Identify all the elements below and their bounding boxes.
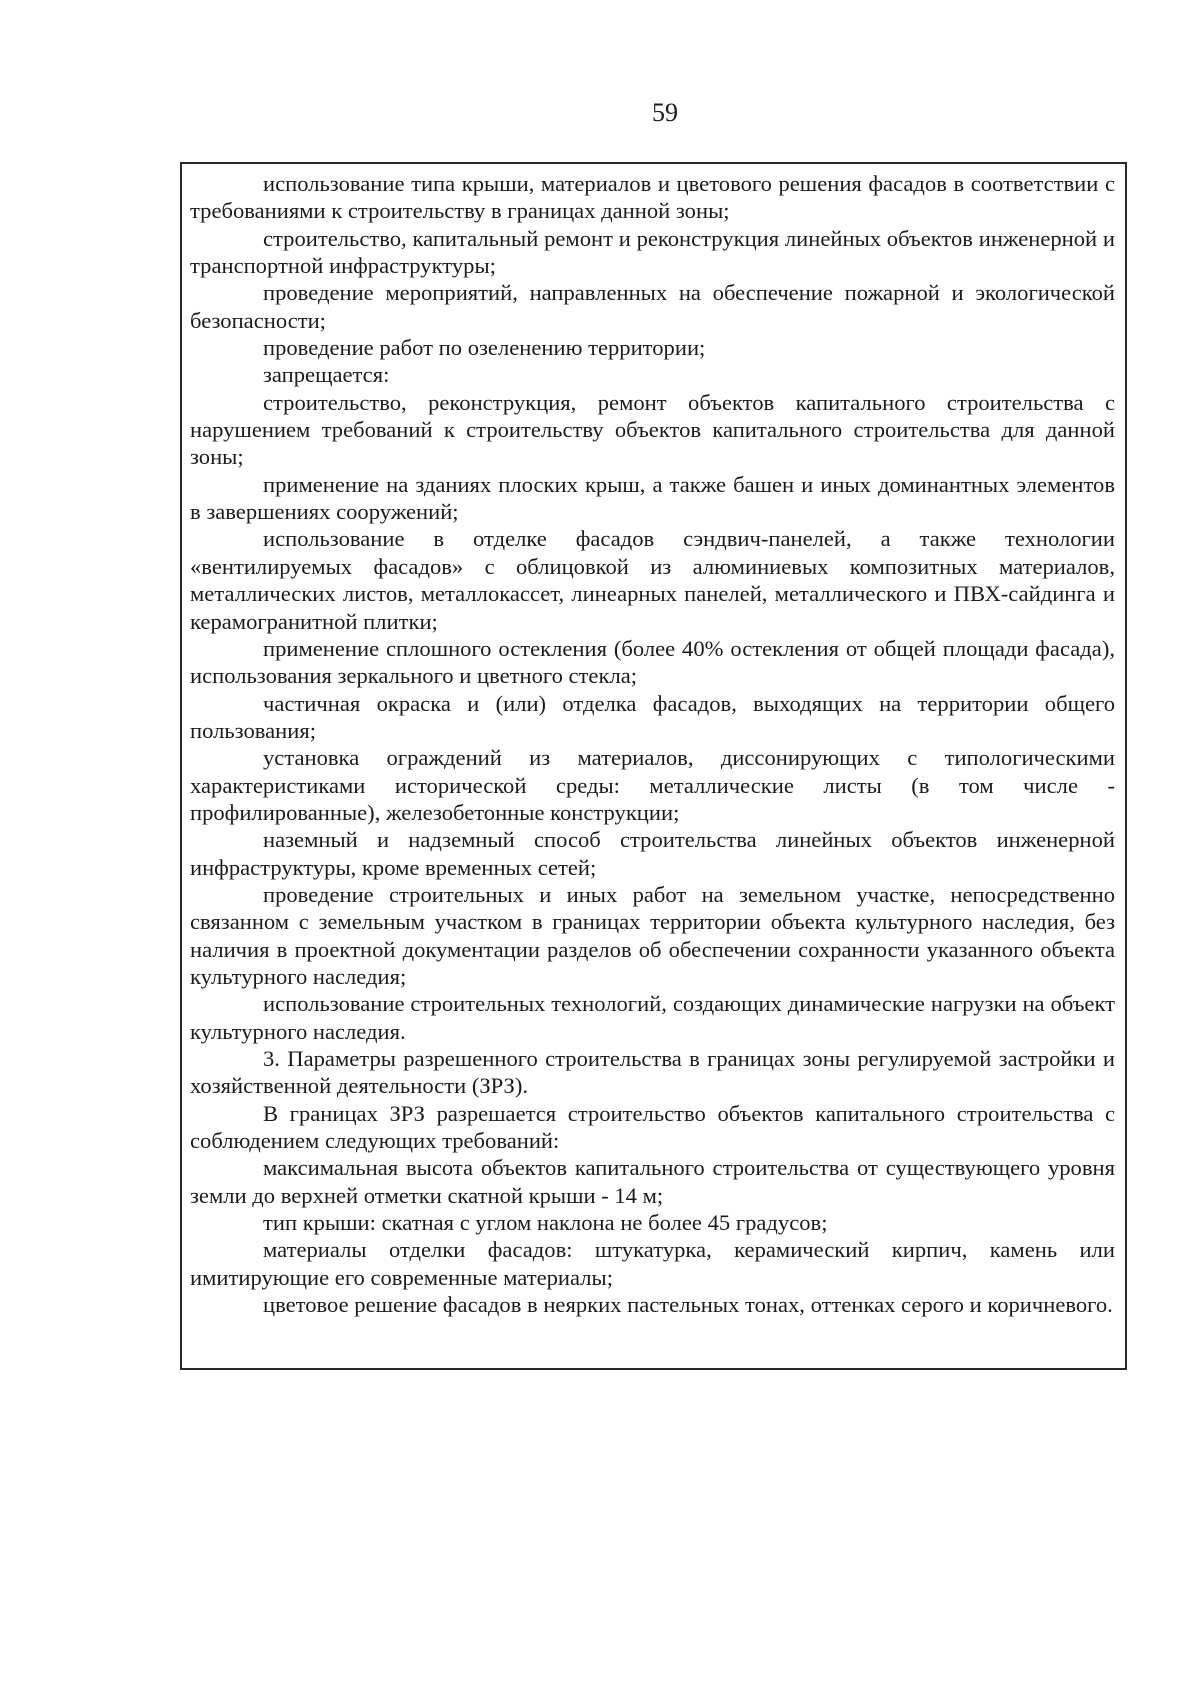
paragraph: строительство, реконструкция, ремонт объектов капитального строительства с нарушением требований к строительству объектов капитального строительства для данной зоны;	[190, 389, 1115, 470]
page-number: 59	[652, 98, 678, 127]
paragraph: применение сплошного остекления (более 40% остекления от общей площади фасада), использования зеркального и цветного стекла;	[190, 635, 1115, 689]
document-text-frame	[180, 162, 1127, 1370]
paragraph: запрещается:	[263, 362, 390, 388]
paragraph: наземный и надземный способ строительства линейных объектов инженерной инфраструктуры, кроме временных сетей;	[190, 827, 1115, 880]
paragraph: проведение мероприятий, направленных на обеспечение пожарной и экологической безопасности;	[190, 280, 1115, 333]
paragraph: использование в отделке фасадов сэндвич-панелей, а также технологии «вентилируемых фасадов» с облицовкой из алюминиевых композитных материалов, металлических листов, металлокассет, линеарных панелей, металлического и ПВХ-сайдинга и керамогранитной плитки;	[190, 526, 1115, 634]
paragraph: проведение строительных и иных работ на земельном участке, непосредственно связанном с земельным участком в границах территории объекта культурного наследия, без наличия в проектной документации разделов об обеспечении сохранности указанного объекта культурного наследия;	[190, 881, 1115, 989]
paragraph: частичная окраска и (или) отделка фасадов, выходящих на территории общего пользования;	[190, 690, 1115, 743]
paragraph: проведение работ по озеленению территории;	[263, 335, 706, 361]
paragraph: применение на зданиях плоских крыш, а также башен и иных доминантных элементов в завершениях сооружений;	[190, 471, 1115, 525]
paragraph: В границах ЗРЗ разрешается строительство объектов капитального строительства с соблюдением следующих требований:	[190, 1100, 1115, 1154]
paragraph: установка ограждений из материалов, диссонирующих с типологическими характеристиками исторической среды: металлические листы (в том числе - профилированные), железобетонные конструкции;	[190, 745, 1115, 825]
paragraph: использование типа крыши, материалов и цветового решения фасадов в соответствии с требованиями к строительству в границах данной зоны;	[190, 171, 1115, 224]
paragraph: 3. Параметры разрешенного строительства в границах зоны регулируемой застройки и хозяйственной деятельности (ЗРЗ).	[190, 1046, 1115, 1099]
paragraph: тип крыши: скатная с углом наклона не более 45 градусов;	[263, 1210, 828, 1236]
paragraph: материалы отделки фасадов: штукатурка, керамический кирпич, камень или имитирующие его современные материалы;	[190, 1237, 1115, 1290]
paragraph: максимальная высота объектов капитального строительства от существующего уровня земли до верхней отметки скатной крыши - 14 м;	[190, 1155, 1115, 1208]
paragraph: использование строительных технологий, создающих динамические нагрузки на объект культурного наследия.	[190, 991, 1115, 1044]
paragraph: строительство, капитальный ремонт и реконструкция линейных объектов инженерной и транспортной инфраструктуры;	[190, 225, 1115, 279]
paragraph: цветовое решение фасадов в неярких пастельных тонах, оттенках серого и коричневого.	[263, 1292, 1113, 1318]
